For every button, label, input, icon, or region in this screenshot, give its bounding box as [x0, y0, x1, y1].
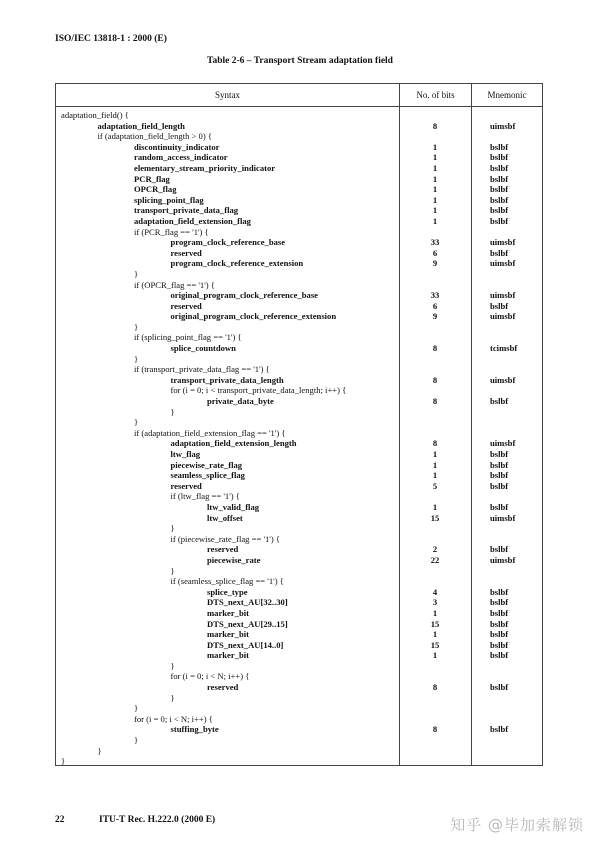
mnemonic-cell: bslbf [490, 173, 509, 184]
table-row [56, 682, 542, 693]
mnemonic-cell: bslbf [490, 152, 509, 163]
table-row [56, 227, 542, 238]
syntax-cell: } [134, 268, 139, 279]
mnemonic-cell: uimsbf [490, 290, 516, 301]
syntax-cell: piecewise_rate_flag [170, 459, 243, 470]
table-row [56, 671, 542, 682]
table-row [56, 354, 542, 365]
syntax-cell: original_program_clock_reference_extension [170, 311, 337, 322]
table-row [56, 216, 542, 227]
syntax-cell: program_clock_reference_base [170, 237, 286, 248]
syntax-cell: if (transport_private_data_flag == '1') { [134, 364, 270, 375]
bits-cell: 15 [430, 618, 440, 629]
table-row [56, 195, 542, 206]
syntax-cell: splice_type [207, 586, 248, 597]
syntax-cell: } [170, 523, 175, 534]
bits-cell: 9 [432, 311, 438, 322]
table-row [56, 746, 542, 757]
syntax-cell: adaptation_field_length [97, 120, 185, 131]
header-syntax: Syntax [214, 90, 240, 100]
bits-cell: 1 [432, 215, 438, 226]
syntax-cell: if (seamless_splice_flag == '1') { [170, 576, 284, 587]
table-row [56, 417, 542, 428]
bits-cell: 2 [432, 544, 438, 555]
mnemonic-cell: bslbf [490, 629, 509, 640]
table-row [56, 438, 542, 449]
bits-cell: 1 [432, 459, 438, 470]
table-row [56, 311, 542, 322]
mnemonic-cell: bslbf [490, 247, 509, 258]
table-row [56, 481, 542, 492]
table-row [56, 608, 542, 619]
bits-cell: 8 [432, 343, 438, 354]
header-mnemonic: Mnemonic [487, 90, 527, 100]
table-row [56, 280, 542, 291]
mnemonic-cell: uimsbf [490, 311, 516, 322]
mnemonic-cell: bslbf [490, 459, 509, 470]
syntax-cell: seamless_splice_flag [170, 470, 245, 481]
mnemonic-cell: bslbf [490, 141, 509, 152]
table-row [56, 449, 542, 460]
table-row [56, 364, 542, 375]
table-row [56, 184, 542, 195]
table-title: Table 2-6 – Transport Stream adaptation field [207, 56, 393, 66]
mnemonic-cell: bslbf [490, 215, 509, 226]
bits-cell: 1 [432, 629, 438, 640]
table-row [56, 587, 542, 598]
syntax-cell: piecewise_rate [207, 554, 261, 565]
syntax-cell: reserved [170, 247, 202, 258]
syntax-cell: stuffing_byte [170, 724, 219, 735]
syntax-cell: PCR_flag [134, 173, 170, 184]
table-row [56, 375, 542, 386]
table-row [56, 513, 542, 524]
bits-cell: 9 [432, 258, 438, 269]
table-row [56, 523, 542, 534]
mnemonic-cell: tcimsbf [490, 343, 518, 354]
table-row [56, 163, 542, 174]
mnemonic-cell: bslbf [490, 470, 509, 481]
bits-cell: 1 [432, 184, 438, 195]
table-row [56, 121, 542, 132]
bits-cell: 6 [432, 247, 438, 258]
bits-cell: 1 [432, 205, 438, 216]
syntax-cell: reserved [170, 300, 202, 311]
table-row [56, 290, 542, 301]
syntax-cell: } [134, 735, 139, 746]
mnemonic-cell: uimsbf [490, 258, 516, 269]
syntax-cell: } [170, 660, 175, 671]
mnemonic-cell: bslbf [490, 162, 509, 173]
syntax-cell: ltw_offset [207, 512, 243, 523]
syntax-cell: } [134, 353, 139, 364]
bits-cell: 4 [432, 586, 438, 597]
table-row [56, 544, 542, 555]
table-row [56, 619, 542, 630]
bits-cell: 1 [432, 501, 438, 512]
mnemonic-cell: bslbf [490, 184, 509, 195]
mnemonic-cell: bslbf [490, 449, 509, 459]
mnemonic-cell: bslbf [490, 650, 509, 661]
bits-cell: 5 [432, 480, 438, 491]
syntax-cell: marker_bit [207, 629, 250, 640]
syntax-table [55, 83, 543, 766]
bits-cell: 8 [432, 396, 438, 407]
table-row [56, 322, 542, 333]
mnemonic-cell: bslbf [490, 501, 509, 512]
syntax-cell: ltw_valid_flag [207, 501, 260, 512]
table-row [56, 332, 542, 343]
bits-cell: 8 [432, 374, 438, 385]
mnemonic-cell: bslbf [490, 194, 509, 205]
syntax-cell: program_clock_reference_extension [170, 258, 304, 269]
bits-cell: 6 [432, 300, 438, 311]
syntax-cell: marker_bit [207, 650, 250, 661]
syntax-cell: DTS_next_AU[14..0] [207, 639, 284, 650]
bits-cell: 8 [432, 724, 438, 735]
header-bits: No. of bits [416, 90, 455, 100]
page-number: 22 [55, 815, 65, 825]
bits-cell: 1 [432, 194, 438, 205]
mnemonic-cell: bslbf [490, 618, 509, 629]
bits-cell: 33 [430, 237, 440, 248]
syntax-cell: reserved [207, 544, 239, 555]
syntax-cell: if (PCR_flag == '1') { [134, 226, 209, 237]
syntax-cell: if (ltw_flag == '1') { [170, 491, 240, 502]
table-row [56, 343, 542, 354]
table-row [56, 258, 542, 269]
syntax-cell: random_access_indicator [134, 152, 228, 163]
bits-cell: 1 [432, 173, 438, 184]
table-row [56, 396, 542, 407]
bits-cell: 3 [432, 597, 438, 608]
mnemonic-cell: uimsbf [490, 554, 516, 565]
mnemonic-cell: bslbf [490, 597, 509, 608]
bits-cell: 1 [432, 162, 438, 173]
table-row [56, 385, 542, 396]
table-row [56, 174, 542, 185]
syntax-cell: adaptation_field() { [61, 110, 129, 120]
mnemonic-cell: bslbf [490, 682, 509, 693]
syntax-cell: adaptation_field_extension_length [170, 438, 297, 449]
table-row [56, 534, 542, 545]
table-row [56, 724, 542, 735]
bits-cell: 33 [430, 290, 440, 301]
bits-cell: 15 [430, 639, 440, 650]
table-row [56, 470, 542, 481]
syntax-cell: } [134, 417, 139, 428]
syntax-cell: original_program_clock_reference_base [170, 290, 318, 301]
mnemonic-cell: bslbf [490, 586, 509, 597]
bits-cell: 22 [430, 554, 440, 565]
table-row [56, 237, 542, 248]
table-row [56, 650, 542, 661]
table-row [56, 301, 542, 312]
bits-cell: 8 [432, 682, 438, 693]
mnemonic-cell: bslbf [490, 724, 509, 735]
syntax-cell: if (OPCR_flag == '1') { [134, 279, 215, 290]
bits-cell: 1 [432, 449, 438, 459]
mnemonic-cell: uimsbf [490, 237, 516, 248]
syntax-cell: DTS_next_AU[32..30] [207, 597, 288, 608]
syntax-cell: discontinuity_indicator [134, 141, 220, 152]
syntax-cell: elementary_stream_priority_indicator [134, 162, 276, 173]
table-row [56, 460, 542, 471]
table-row [56, 110, 542, 121]
table-row [56, 640, 542, 651]
syntax-cell: ltw_flag [170, 449, 201, 459]
table-row [56, 576, 542, 587]
running-header: ISO/IEC 13818-1 : 2000 (E) [55, 34, 167, 44]
syntax-cell: } [134, 703, 139, 714]
mnemonic-cell: bslbf [490, 205, 509, 216]
syntax-cell: } [170, 565, 175, 576]
syntax-cell: splicing_point_flag [134, 194, 204, 205]
bits-cell: 1 [432, 650, 438, 661]
mnemonic-cell: uimsbf [490, 512, 516, 523]
syntax-cell: } [170, 692, 175, 703]
syntax-cell: } [61, 756, 66, 767]
table-row [56, 661, 542, 672]
mnemonic-cell: bslbf [490, 639, 509, 650]
bits-cell: 8 [432, 120, 438, 131]
mnemonic-cell: bslbf [490, 300, 509, 311]
table-row [56, 248, 542, 259]
table-row [56, 735, 542, 746]
table-row [56, 131, 542, 142]
syntax-cell: splice_countdown [170, 343, 236, 354]
syntax-cell: } [134, 321, 139, 332]
bits-cell: 1 [432, 141, 438, 152]
mnemonic-cell: bslbf [490, 480, 509, 491]
table-row [56, 714, 542, 725]
syntax-cell: if (splicing_point_flag == '1') { [134, 332, 242, 343]
mnemonic-cell: bslbf [490, 607, 509, 618]
syntax-cell: private_data_byte [207, 396, 274, 407]
syntax-cell: if (adaptation_field_length > 0) { [97, 131, 212, 142]
syntax-cell: } [170, 406, 175, 417]
mnemonic-cell: uimsbf [490, 438, 516, 449]
table-row [56, 428, 542, 439]
table-row [56, 502, 542, 513]
mnemonic-cell: bslbf [490, 544, 509, 555]
table-row [56, 566, 542, 577]
syntax-cell: if (piecewise_rate_flag == '1') { [170, 533, 280, 544]
bits-cell: 1 [432, 470, 438, 481]
table-row [56, 152, 542, 163]
syntax-cell: if (adaptation_field_extension_flag == '1') { [134, 427, 286, 438]
table-row [56, 693, 542, 704]
table-row [56, 756, 542, 767]
syntax-cell: for (i = 0; i < N; i++) { [170, 671, 250, 682]
syntax-cell: OPCR_flag [134, 184, 177, 195]
mnemonic-cell: uimsbf [490, 120, 516, 131]
table-body [56, 110, 542, 767]
table-row [56, 491, 542, 502]
table-row [56, 269, 542, 280]
bits-cell: 8 [432, 438, 438, 449]
footer-recommendation: ITU-T Rec. H.222.0 (2000 E) [99, 815, 216, 825]
syntax-cell: for (i = 0; i < N; i++) { [134, 713, 213, 724]
syntax-cell: DTS_next_AU[29..15] [207, 618, 288, 629]
syntax-cell: transport_private_data_flag [134, 205, 239, 216]
bits-cell: 1 [432, 607, 438, 618]
table-row [56, 205, 542, 216]
table-row [56, 597, 542, 608]
syntax-cell: adaptation_field_extension_flag [134, 215, 251, 226]
syntax-cell: transport_private_data_length [170, 374, 284, 385]
syntax-cell: } [97, 745, 102, 756]
table-row [56, 629, 542, 640]
table-row [56, 703, 542, 714]
watermark: 知乎 @毕加索解锁 [450, 816, 584, 834]
syntax-cell: for (i = 0; i < transport_private_data_length; i++) { [170, 385, 347, 396]
syntax-cell: reserved [207, 682, 239, 693]
syntax-cell: reserved [170, 480, 202, 491]
mnemonic-cell: bslbf [490, 396, 509, 407]
bits-cell: 1 [432, 152, 438, 163]
table-row [56, 555, 542, 566]
table-row [56, 407, 542, 418]
bits-cell: 15 [430, 512, 440, 523]
syntax-cell: marker_bit [207, 607, 250, 618]
table-header-row [56, 84, 542, 107]
table-row [56, 142, 542, 153]
mnemonic-cell: uimsbf [490, 374, 516, 385]
